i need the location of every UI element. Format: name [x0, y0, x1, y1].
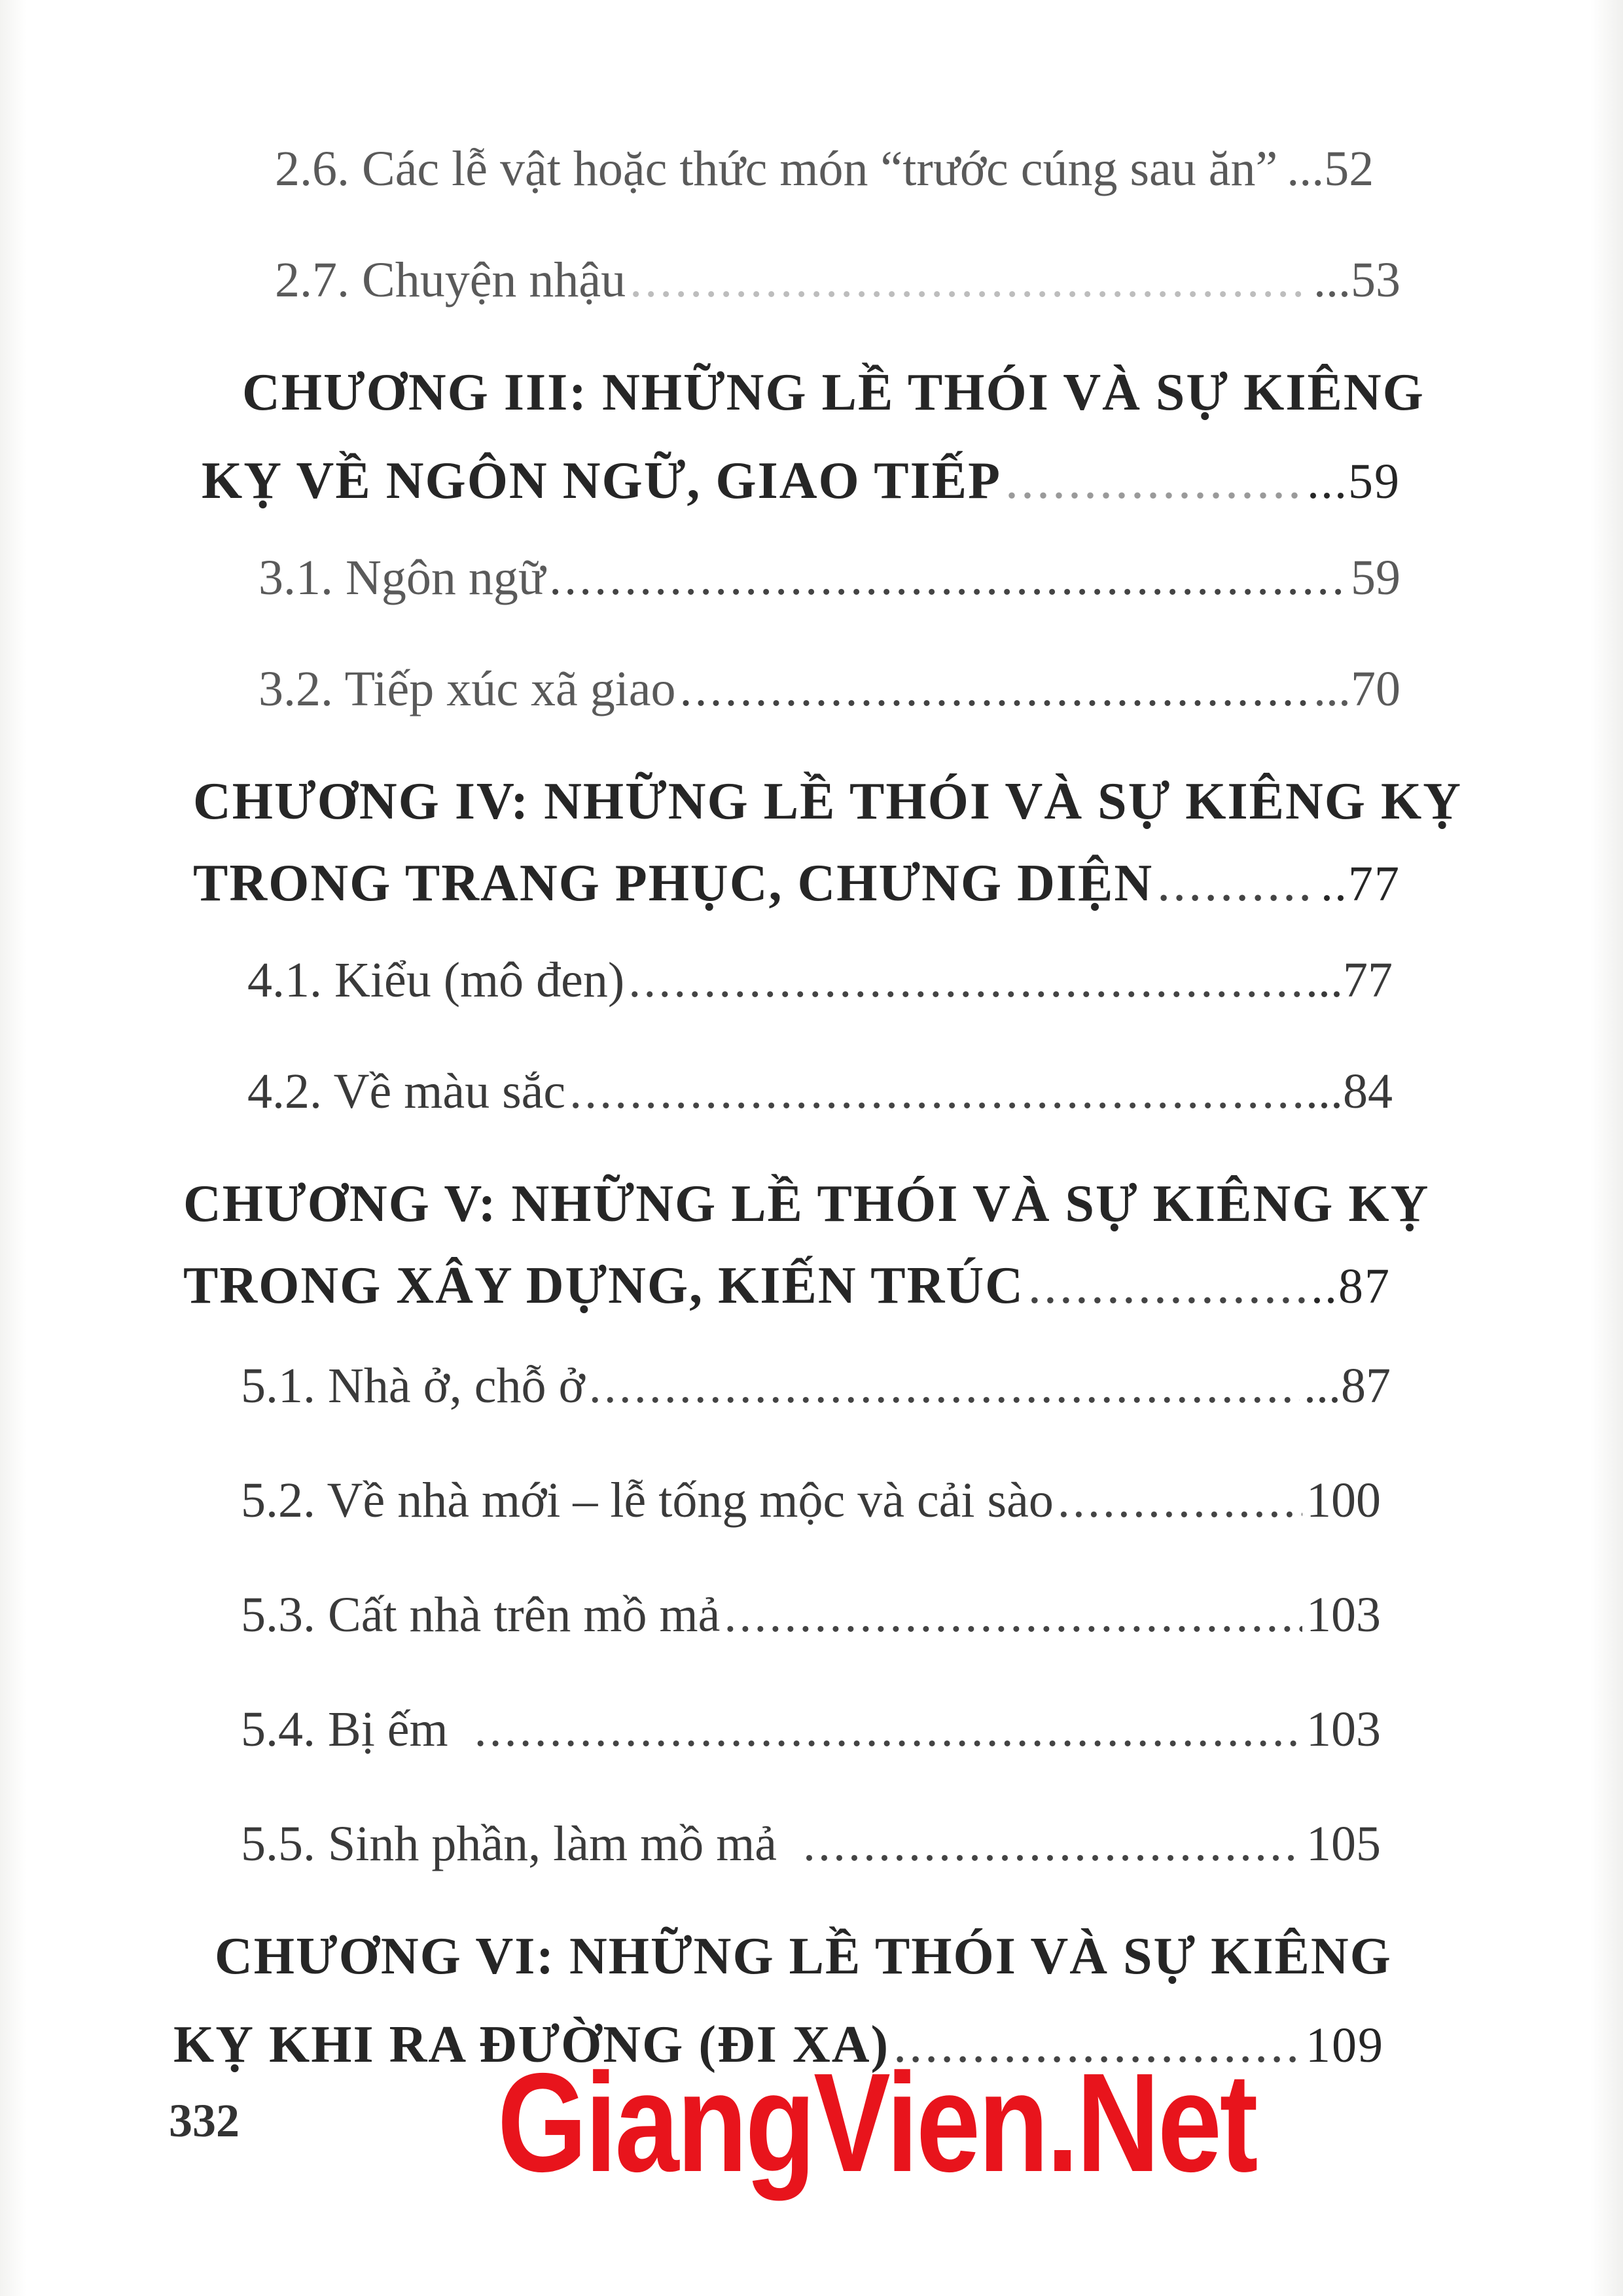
toc-dot-leader — [680, 661, 1310, 718]
toc-dot-leader — [1157, 854, 1317, 913]
toc-entry-3-2 — [259, 661, 1400, 718]
toc-entry-leader: ... — [1287, 141, 1325, 196]
chapter-6-title: CHƯƠNG VI: NHỮNG LỀ THÓI VÀ SỰ KIÊNG — [215, 1928, 1392, 1985]
toc-dot-leader — [549, 550, 1347, 607]
toc-entry-page: ...87 — [1304, 1358, 1391, 1413]
toc-entry-text: 3.2. Tiếp xúc xã giao — [259, 662, 676, 716]
toc-entry-5-2 — [241, 1472, 1381, 1529]
toc-entry-text: 4.1. Kiểu (mô đen) — [247, 953, 625, 1008]
toc-dot-leader — [569, 1063, 1302, 1120]
toc-dot-leader — [724, 1587, 1302, 1644]
chapter-4-entry — [193, 854, 1400, 913]
toc-entry-5-4 — [241, 1701, 1381, 1758]
toc-entry-text: 5.5. Sinh phần, làm mồ mả — [241, 1816, 777, 1871]
chapter-5-subtitle: TRONG XÂY DỰNG, KIẾN TRÚC — [183, 1257, 1024, 1315]
page-number: 332 — [169, 2094, 240, 2147]
toc-dot-leader — [589, 1358, 1300, 1415]
toc-dot-leader — [630, 252, 1310, 309]
toc-entry-page: ...70 — [1313, 662, 1400, 716]
chapter-4-page: ..77 — [1321, 857, 1400, 911]
chapter-5-title: CHƯƠNG V: NHỮNG LỀ THÓI VÀ SỰ KIÊNG KỴ — [183, 1175, 1430, 1233]
toc-entry-page: ...84 — [1306, 1064, 1393, 1119]
chapter-3-title: CHƯƠNG III: NHỮNG LỀ THÓI VÀ SỰ KIÊNG — [242, 364, 1425, 421]
watermark-text: GiangVien.Net — [497, 2043, 1257, 2201]
chapter-5-page: ..87 — [1311, 1259, 1391, 1314]
chapter-4-title: CHƯƠNG IV: NHỮNG LỀ THÓI VÀ SỰ KIÊNG KỴ — [193, 773, 1462, 830]
toc-entry-text: 5.4. Bị ếm — [241, 1702, 448, 1757]
toc-entry-2-6 — [275, 141, 1400, 198]
toc-entry-text: 5.3. Cất nhà trên mồ mả — [241, 1587, 721, 1642]
toc-dot-leader — [803, 1816, 1302, 1873]
chapter-3-subtitle: KỴ VỀ NGÔN NGỮ, GIAO TIẾP — [202, 452, 1001, 510]
toc-dot-leader — [628, 952, 1302, 1009]
chapter-5-entry — [183, 1256, 1391, 1316]
toc-entry-page: 59 — [1351, 550, 1400, 605]
toc-entry-page: 103 — [1306, 1587, 1381, 1642]
toc-entry-page: 103 — [1306, 1702, 1381, 1757]
toc-dot-leader — [1028, 1256, 1307, 1316]
toc-entry-page: 100 — [1306, 1473, 1381, 1528]
toc-entry-text: 4.2. Về màu sắc — [247, 1064, 566, 1119]
toc-entry-5-1 — [241, 1358, 1391, 1415]
toc-dot-leader — [1005, 451, 1303, 511]
toc-entry-page: ...77 — [1306, 953, 1393, 1008]
toc-entry-text: 5.2. Về nhà mới – lễ tống mộc và cải sào — [241, 1473, 1054, 1528]
toc-entry-5-3 — [241, 1587, 1381, 1644]
toc-entry-3-1 — [259, 550, 1400, 607]
chapter-6-subtitle: KỴ KHI RA ĐƯỜNG (ĐI XA) — [173, 2016, 890, 2074]
chapter-3-page: ...59 — [1307, 454, 1400, 509]
toc-entry-text: 2.7. Chuyện nhậu — [275, 253, 626, 308]
toc-entry-text: 3.1. Ngôn ngữ — [259, 550, 546, 605]
toc-entry-page: 52 — [1324, 141, 1374, 196]
toc-entry-2-7 — [275, 252, 1400, 309]
chapter-3-entry — [202, 451, 1400, 511]
toc-dot-leader — [474, 1701, 1302, 1758]
toc-entry-text: 2.6. Các lễ vật hoặc thức món “trước cúng sau ăn” — [275, 141, 1278, 196]
toc-entry-page: 105 — [1306, 1816, 1381, 1871]
toc-dot-leader — [1058, 1472, 1302, 1529]
toc-entry-text: 5.1. Nhà ở, chỗ ở — [241, 1358, 585, 1413]
toc-entry-4-2 — [247, 1063, 1393, 1120]
toc-entry-page: ...53 — [1313, 253, 1400, 308]
chapter-4-subtitle: TRONG TRANG PHỤC, CHƯNG DIỆN — [193, 855, 1154, 912]
toc-entry-4-1 — [247, 952, 1393, 1009]
chapter-6-page: 109 — [1306, 2018, 1384, 2073]
toc-entry-5-5 — [241, 1816, 1381, 1873]
